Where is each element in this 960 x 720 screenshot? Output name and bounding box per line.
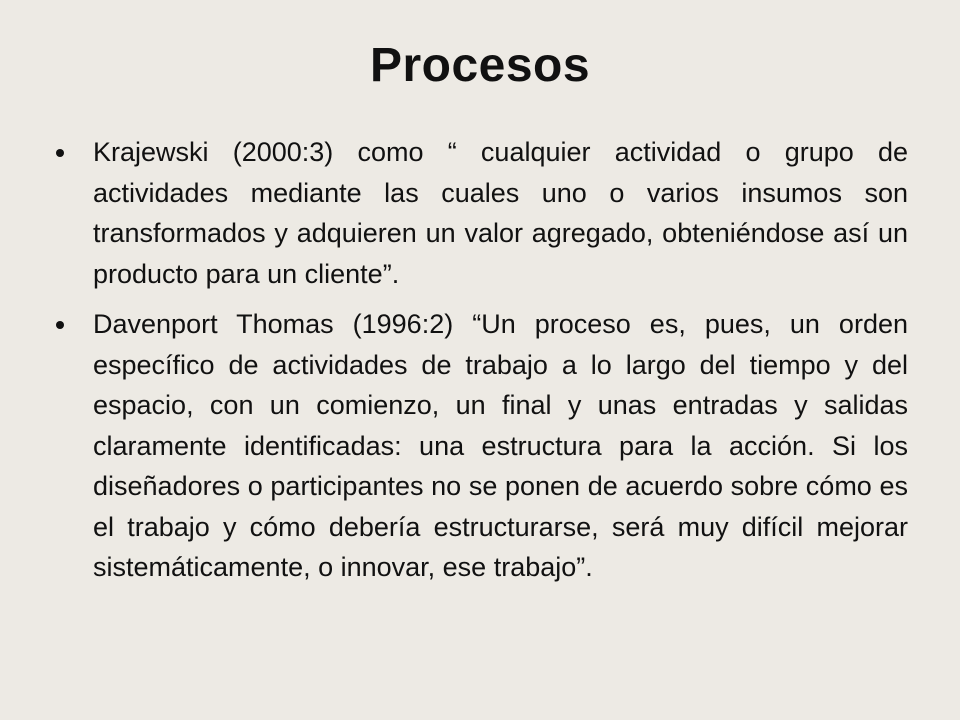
bullet-text: Krajewski (2000:3) como “ cualquier actividad o grupo de actividades mediante las cuales uno o varios insumos son transformados y adquieren un valor agregado, obteniéndose así un producto para un cliente”. [93, 137, 908, 289]
bullet-item-davenport [56, 304, 908, 588]
slide-title: Procesos [369, 39, 591, 92]
bullet-list [56, 132, 908, 598]
bullet-item-krajewski [56, 132, 908, 294]
bullet-text: Davenport Thomas (1996:2) “Un proceso es, pues, un orden específico de actividades de trabajo a lo largo del tiempo y del espacio, con un comienzo, un final y unas entradas y salidas claramente identificadas: una estructura para la acción. Si los diseñadores o participantes no se ponen de acuerdo sobre cómo es el trabajo y cómo debería estructurarse, será muy difícil mejorar sistemáticamente, o innovar, ese trabajo”. [93, 309, 908, 582]
bullet-dot-icon [56, 321, 64, 329]
bullet-dot-icon [56, 149, 64, 157]
